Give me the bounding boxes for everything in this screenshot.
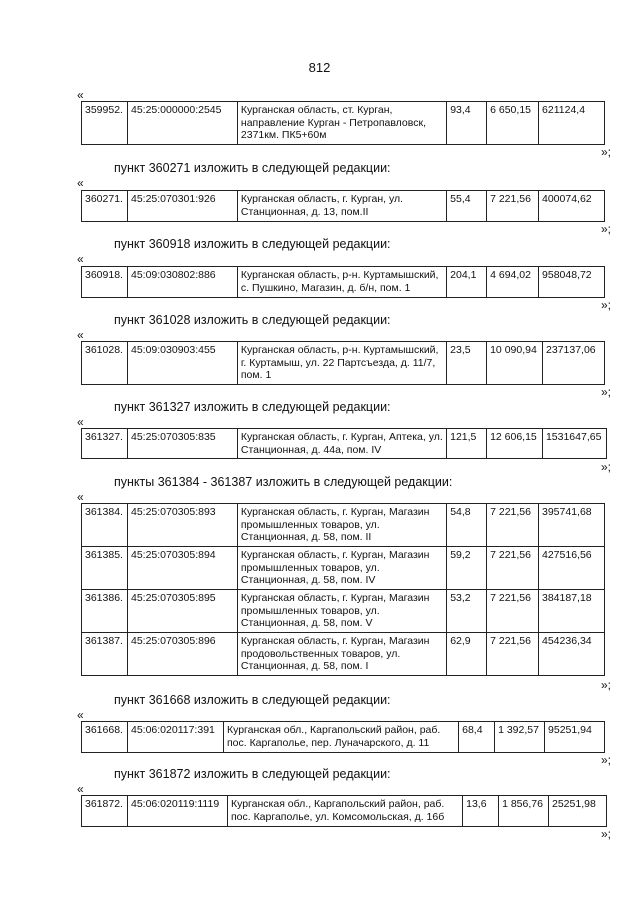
cell-value: 427516,56	[539, 547, 605, 590]
cell-address: Курганская область, р-н. Куртамышский, г. Куртамыш, ул. 22 Партсъезда, д. 11/7, пом. 1	[237, 342, 446, 385]
cell-number: 361028.	[82, 342, 128, 385]
cell-value: 400074,62	[539, 191, 605, 222]
cell-area: 121,5	[447, 429, 487, 459]
cell-cadastre: 45:25:070305:895	[127, 590, 237, 633]
cell-area: 54,8	[447, 504, 487, 547]
cell-area: 62,9	[447, 633, 487, 676]
property-table	[81, 795, 607, 827]
open-quote: «	[77, 415, 84, 429]
amendment-instruction: пункты 361384 - 361387 изложить в следующей редакции:	[114, 475, 453, 489]
table-row	[82, 590, 605, 633]
cell-area: 23,5	[447, 342, 487, 385]
cell-cadastre: 45:25:070301:926	[127, 191, 237, 222]
cell-rate: 1 856,76	[499, 796, 549, 827]
cell-value: 237137,06	[543, 342, 605, 385]
cell-address: Курганская обл., Каргапольский район, раб. пос. Каргаполье, ул. Комсомольская, д. 16б	[227, 796, 462, 827]
cell-address: Курганская область, г. Курган, Магазин промышленных товаров, ул. Станционная, д. 58, пом. V	[237, 590, 446, 633]
cell-cadastre: 45:09:030903:455	[127, 342, 237, 385]
cell-cadastre: 45:25:070305:893	[127, 504, 237, 547]
table-row	[82, 547, 605, 590]
cell-number: 361327.	[82, 429, 128, 459]
cell-value: 958048,72	[539, 267, 605, 298]
open-quote: «	[77, 176, 84, 190]
cell-cadastre: 45:25:070305:835	[127, 429, 237, 459]
cell-rate: 7 221,56	[487, 590, 539, 633]
cell-cadastre: 45:25:000000:2545	[127, 102, 237, 145]
table-row	[82, 633, 605, 676]
open-quote: «	[77, 708, 84, 722]
cell-number: 361387.	[82, 633, 128, 676]
cell-rate: 10 090,94	[487, 342, 543, 385]
cell-value: 621124,4	[539, 102, 605, 145]
cell-address: Курганская область, г. Курган, ул. Станционная, д. 13, пом.II	[237, 191, 446, 222]
table-row	[82, 429, 607, 459]
amendment-instruction: пункт 361028 изложить в следующей редакции:	[114, 313, 391, 327]
cell-rate: 12 606,15	[487, 429, 543, 459]
cell-value: 395741,68	[539, 504, 605, 547]
cell-address: Курганская область, г. Курган, Магазин промышленных товаров, ул. Станционная, д. 58, пом. IV	[237, 547, 446, 590]
cell-value: 384187,18	[539, 590, 605, 633]
open-quote: «	[77, 252, 84, 266]
cell-rate: 7 221,56	[487, 633, 539, 676]
table-row	[82, 342, 605, 385]
cell-area: 68,4	[459, 722, 495, 753]
cell-area: 204,1	[447, 267, 487, 298]
cell-area: 13,6	[463, 796, 499, 827]
cell-rate: 6 650,15	[487, 102, 539, 145]
cell-cadastre: 45:06:020117:391	[127, 722, 223, 753]
cell-value: 454236,34	[539, 633, 605, 676]
cell-value: 1531647,65	[542, 429, 606, 459]
cell-area: 55,4	[447, 191, 487, 222]
cell-rate: 4 694,02	[487, 267, 539, 298]
open-quote: «	[77, 490, 84, 504]
table-row	[82, 796, 607, 827]
cell-address: Курганская область, г. Курган, Аптека, ул. Станционная, д. 44а, пом. IV	[237, 429, 446, 459]
page-number: 812	[308, 60, 331, 75]
close-quote: »;	[600, 678, 611, 692]
close-quote: »;	[600, 145, 611, 159]
cell-number: 360271.	[82, 191, 128, 222]
cell-cadastre: 45:25:070305:896	[127, 633, 237, 676]
cell-cadastre: 45:09:030802:886	[127, 267, 237, 298]
cell-area: 59,2	[447, 547, 487, 590]
amendment-instruction: пункт 361872 изложить в следующей редакции:	[114, 767, 391, 781]
close-quote: »;	[600, 222, 611, 236]
cell-address: Курганская область, ст. Курган, направление Курган - Петропавловск, 2371км. ПК5+60м	[237, 102, 446, 145]
close-quote: »;	[600, 385, 611, 399]
cell-number: 361384.	[82, 504, 128, 547]
cell-number: 361385.	[82, 547, 128, 590]
cell-address: Курганская область, р-н. Куртамышский, с. Пушкино, Магазин, д. б/н, пом. 1	[237, 267, 446, 298]
table-row	[82, 191, 605, 222]
cell-address: Курганская область, г. Курган, Магазин продовольственных товаров, ул. Станционная, д. 58, пом. I	[237, 633, 446, 676]
cell-value: 25251,98	[549, 796, 607, 827]
close-quote: »;	[600, 827, 611, 841]
cell-area: 93,4	[447, 102, 487, 145]
cell-rate: 7 221,56	[487, 504, 539, 547]
cell-number: 361668.	[82, 722, 128, 753]
close-quote: »;	[600, 753, 611, 767]
cell-number: 359952.	[82, 102, 128, 145]
property-table	[81, 503, 605, 676]
property-table	[81, 190, 605, 222]
cell-area: 53,2	[447, 590, 487, 633]
cell-address: Курганская обл., Каргапольский район, раб. пос. Каргаполье, пер. Луначарского, д. 11	[223, 722, 458, 753]
table-row	[82, 102, 605, 145]
cell-address: Курганская область, г. Курган, Магазин промышленных товаров, ул. Станционная, д. 58, пом. II	[237, 504, 446, 547]
close-quote: »;	[600, 460, 611, 474]
property-table	[81, 266, 605, 298]
property-table	[81, 721, 605, 753]
cell-number: 361872.	[82, 796, 128, 827]
open-quote: «	[77, 782, 84, 796]
cell-number: 361386.	[82, 590, 128, 633]
property-table	[81, 428, 607, 459]
cell-rate: 7 221,56	[487, 191, 539, 222]
open-quote: «	[77, 88, 84, 102]
amendment-instruction: пункт 360918 изложить в следующей редакции:	[114, 237, 391, 251]
open-quote: «	[77, 328, 84, 342]
property-table	[81, 341, 605, 385]
cell-rate: 7 221,56	[487, 547, 539, 590]
amendment-instruction: пункт 361327 изложить в следующей редакции:	[114, 400, 391, 414]
table-row	[82, 267, 605, 298]
table-row	[82, 504, 605, 547]
close-quote: »;	[600, 298, 611, 312]
cell-rate: 1 392,57	[495, 722, 545, 753]
amendment-instruction: пункт 361668 изложить в следующей редакции:	[114, 693, 391, 707]
cell-number: 360918.	[82, 267, 128, 298]
amendment-instruction: пункт 360271 изложить в следующей редакции:	[114, 161, 391, 175]
property-table	[81, 101, 605, 145]
cell-cadastre: 45:06:020119:1119	[127, 796, 227, 827]
cell-cadastre: 45:25:070305:894	[127, 547, 237, 590]
cell-value: 95251,94	[545, 722, 605, 753]
table-row	[82, 722, 605, 753]
